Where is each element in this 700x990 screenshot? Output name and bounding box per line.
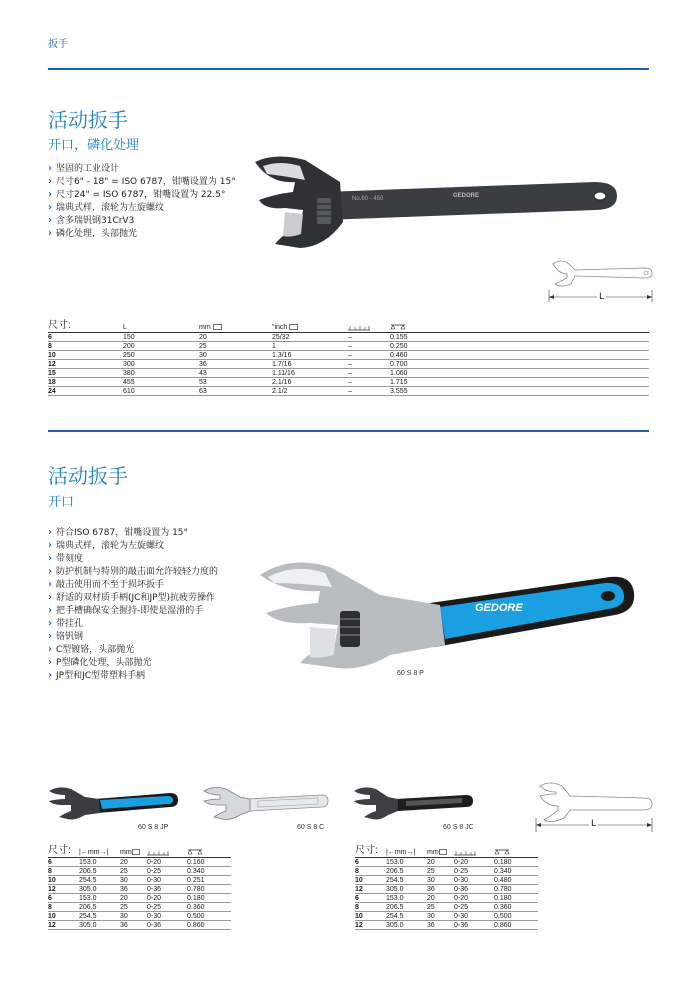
table-cell: 0.155 (390, 333, 649, 342)
table-cell: 0-25 (147, 867, 187, 876)
table-row (48, 903, 231, 912)
variant-c-image (200, 785, 330, 821)
table-cell: 25 (120, 903, 147, 912)
table-cell: 206.5 (386, 903, 427, 912)
table-cell: 20 (427, 894, 454, 903)
table-cell: 254.5 (79, 912, 120, 921)
table-header-row (48, 316, 649, 333)
table-row (355, 903, 538, 912)
table-cell: 0.360 (187, 903, 231, 912)
table-cell: 25/32 (272, 333, 348, 342)
table-cell: 254.5 (386, 912, 427, 921)
table-cell: 206.5 (79, 903, 120, 912)
feature-item: › 符合ISO 6787，钳嘴设置为 15° (48, 527, 248, 540)
table-cell: 25 (427, 867, 454, 876)
table-cell: – (348, 360, 390, 369)
product1-wrench-image (245, 152, 620, 257)
table-cell: 1.7/16 (272, 360, 348, 369)
table-row (355, 912, 538, 921)
table-cell: 43 (199, 369, 272, 378)
table-cell: 305.0 (79, 921, 120, 930)
size-cell: 12 (355, 921, 386, 930)
size-cell: 8 (48, 867, 79, 876)
variant-jp-image (45, 785, 180, 821)
table-cell: 0.780 (187, 885, 231, 894)
table-cell: 1.11/16 (272, 369, 348, 378)
table-cell: 0-20 (454, 858, 494, 867)
size-cell: 8 (355, 903, 386, 912)
table-cell: 0.340 (187, 867, 231, 876)
table-cell: 0.180 (187, 894, 231, 903)
table-row (48, 369, 649, 378)
ruler-icon (147, 841, 187, 858)
size-cell: 6 (355, 894, 386, 903)
col-size-header: 尺寸: (355, 841, 386, 858)
table-cell: 0.500 (187, 912, 231, 921)
table-row (48, 858, 231, 867)
table-row (48, 912, 231, 921)
table-cell: 3.555 (390, 387, 649, 396)
feature-item: › 磷化处理，头部抛光 (48, 228, 248, 241)
feature-item: › 舒适的双材质手柄(JC和JP型)抗疲劳操作 (48, 592, 248, 605)
table-cell: 1.060 (390, 369, 649, 378)
product1-title: 活动扳手 (48, 108, 128, 132)
table-cell: 150 (123, 333, 199, 342)
product2-subtitle: 开口 (48, 495, 75, 510)
table-cell: 0-20 (147, 894, 187, 903)
size-cell: 10 (48, 351, 123, 360)
col-inch-header: "inch (272, 316, 348, 333)
table-cell: 2.1/2 (272, 387, 348, 396)
feature-item-continued: › 敲击使用而不至于损坏扳手 (48, 579, 248, 592)
table-cell: 300 (123, 360, 199, 369)
table-cell: 30 (427, 876, 454, 885)
size-cell: 10 (355, 876, 386, 885)
feature-item: › JP型和JC型带塑料手柄 (48, 670, 248, 683)
col-size-header: 尺寸: (48, 841, 79, 858)
top-divider (48, 68, 649, 70)
feature-item: › 瑞典式样，滚轮为左旋螺纹 (48, 202, 248, 215)
size-cell: 12 (48, 360, 123, 369)
col-jaw-header: mm (120, 841, 147, 858)
table-row (355, 894, 538, 903)
table-cell: 0-36 (147, 885, 187, 894)
table-row (48, 342, 649, 351)
table-cell: 0.160 (187, 858, 231, 867)
table-cell: – (348, 351, 390, 360)
table-cell: 30 (199, 351, 272, 360)
size-cell: 8 (355, 867, 386, 876)
col-length-header: L (123, 316, 199, 333)
table-cell: 254.5 (386, 876, 427, 885)
weight-icon (390, 316, 649, 333)
variant-jc-caption: 60 S 8 JC (443, 824, 474, 831)
feature-item: › C型镀铬，头部抛光 (48, 644, 248, 657)
table-row (355, 921, 538, 930)
table-cell: 0-30 (147, 912, 187, 921)
table-cell: 20 (120, 858, 147, 867)
table-cell: 1 (272, 342, 348, 351)
table-cell: 0.860 (494, 921, 538, 930)
table-cell: 0.180 (494, 894, 538, 903)
table-cell: 0.251 (187, 876, 231, 885)
table-cell: 1.715 (390, 378, 649, 387)
table-cell: 0.780 (494, 885, 538, 894)
table-cell: 25 (120, 867, 147, 876)
table-cell: 0-25 (454, 903, 494, 912)
brand-logo: GEDORE (475, 602, 523, 614)
table-cell: 254.5 (79, 876, 120, 885)
table-cell: 153.0 (79, 894, 120, 903)
table-cell: – (348, 342, 390, 351)
size-cell: 6 (48, 333, 123, 342)
table-row (48, 885, 231, 894)
weight-icon (187, 841, 231, 858)
table-row (48, 387, 649, 396)
feature-item: › 尺寸6" - 18" = ISO 6787，钳嘴设置为 15° (48, 176, 248, 189)
size-cell: 8 (48, 342, 123, 351)
table-cell: 305.0 (386, 885, 427, 894)
table-cell: 36 (120, 885, 147, 894)
table-row (48, 333, 649, 342)
col-jaw-header: mm (427, 841, 454, 858)
size-cell: 10 (355, 912, 386, 921)
size-cell: 24 (48, 387, 123, 396)
col-size-header: 尺寸: (48, 316, 123, 333)
feature-item: › 把手槽确保安全握持-即使是湿滑的手 (48, 605, 248, 618)
table-cell: 0-30 (147, 876, 187, 885)
section-label: 扳手 (48, 39, 68, 50)
table-cell: 0.860 (187, 921, 231, 930)
table-row (48, 378, 649, 387)
feature-item: › 带挂孔 (48, 618, 248, 631)
table-cell: 0-25 (454, 867, 494, 876)
feature-item: › 带刻度 (48, 553, 248, 566)
table-row (48, 360, 649, 369)
table-cell: 0.360 (494, 903, 538, 912)
size-cell: 10 (48, 912, 79, 921)
table-cell: – (348, 333, 390, 342)
size-cell: 6 (48, 858, 79, 867)
col-length-header: |←mm→| (79, 841, 120, 858)
table-cell: 0.700 (390, 360, 649, 369)
table-cell: 20 (120, 894, 147, 903)
weight-icon (494, 841, 538, 858)
size-cell: 6 (355, 858, 386, 867)
table-cell: 455 (123, 378, 199, 387)
table-cell: 30 (120, 912, 147, 921)
table-cell: 0-36 (147, 921, 187, 930)
table-cell: 1.3/16 (272, 351, 348, 360)
table-header-row (48, 841, 231, 858)
ruler-icon (348, 316, 390, 333)
table-cell: 305.0 (386, 921, 427, 930)
variant-c-caption: 60 S 8 C (297, 824, 325, 831)
table-cell: 0.250 (390, 342, 649, 351)
feature-item: › 铬钒钢 (48, 631, 248, 644)
table-row (48, 876, 231, 885)
table-cell: 2.1/16 (272, 378, 348, 387)
table-cell: 30 (120, 876, 147, 885)
dimension-label: L (599, 292, 605, 302)
product2-title: 活动扳手 (48, 464, 128, 488)
table-header-row (355, 841, 538, 858)
table-cell: 610 (123, 387, 199, 396)
size-cell: 12 (48, 885, 79, 894)
main-image-caption: 60 S 8 P (397, 670, 424, 677)
size-cell: 6 (48, 894, 79, 903)
table-cell: 0-30 (454, 876, 494, 885)
product2-feature-list (48, 527, 248, 683)
wrench-marking: No.60 - 450 (352, 196, 384, 202)
product1-spec-table (48, 316, 649, 396)
table-row (48, 921, 231, 930)
table-cell: 0-30 (454, 912, 494, 921)
table-row (48, 351, 649, 360)
product2-spec-table-left (48, 841, 231, 930)
size-cell: 10 (48, 876, 79, 885)
feature-item: › 防护机制与特别的敲击面允许较轻力度的 (48, 566, 248, 579)
table-row (355, 858, 538, 867)
table-cell: 206.5 (79, 867, 120, 876)
table-cell: 36 (120, 921, 147, 930)
table-cell: – (348, 378, 390, 387)
table-cell: 153.0 (386, 894, 427, 903)
table-cell: 20 (199, 333, 272, 342)
table-cell: 0.480 (494, 876, 538, 885)
table-cell: 0-36 (454, 885, 494, 894)
feature-item: › 含多瑞钒钢31CrV3 (48, 215, 248, 228)
product2-spec-table-right (355, 841, 538, 930)
table-cell: 250 (123, 351, 199, 360)
table-row (48, 867, 231, 876)
col-mm-header: mm (199, 316, 272, 333)
table-cell: – (348, 387, 390, 396)
variant-jp-caption: 60 S 8 JP (138, 824, 169, 831)
table-row (355, 885, 538, 894)
table-cell: 36 (427, 885, 454, 894)
table-cell: 63 (199, 387, 272, 396)
table-cell: 380 (123, 369, 199, 378)
size-cell: 12 (48, 921, 79, 930)
table-row (355, 876, 538, 885)
table-cell: – (348, 369, 390, 378)
table-cell: 153.0 (386, 858, 427, 867)
table-cell: 25 (199, 342, 272, 351)
table-cell: 25 (427, 903, 454, 912)
table-cell: 36 (199, 360, 272, 369)
size-cell: 18 (48, 378, 123, 387)
table-cell: 0-36 (454, 921, 494, 930)
table-row (48, 894, 231, 903)
table-cell: 0.500 (494, 912, 538, 921)
variant-jc-image (350, 785, 475, 821)
table-cell: 20 (427, 858, 454, 867)
table-cell: 0.460 (390, 351, 649, 360)
brand-marking: GEDORE (453, 193, 480, 199)
size-cell: 15 (48, 369, 123, 378)
size-cell: 12 (355, 885, 386, 894)
table-cell: 206.5 (386, 867, 427, 876)
table-cell: 0-20 (454, 894, 494, 903)
table-cell: 0.340 (494, 867, 538, 876)
feature-item: › P型磷化处理，头部抛光 (48, 657, 248, 670)
product1-feature-list (48, 163, 248, 241)
table-cell: 0.180 (494, 858, 538, 867)
table-cell: 153.0 (79, 858, 120, 867)
table-cell: 53 (199, 378, 272, 387)
table-cell: 30 (427, 912, 454, 921)
table-cell: 305.0 (79, 885, 120, 894)
dimension-label: L (591, 819, 597, 829)
col-length-header: |←mm→| (386, 841, 427, 858)
table-cell: 0-25 (147, 903, 187, 912)
middle-divider (48, 430, 649, 432)
table-cell: 0-20 (147, 858, 187, 867)
table-cell: 36 (427, 921, 454, 930)
table-row (355, 867, 538, 876)
ruler-icon (454, 841, 494, 858)
feature-item: › 坚固的工业设计 (48, 163, 248, 176)
size-cell: 8 (48, 903, 79, 912)
table-cell: 200 (123, 342, 199, 351)
feature-item: › 瑞典式样，滚轮为左旋螺纹 (48, 540, 248, 553)
product1-subtitle: 开口，磷化处理 (48, 138, 140, 153)
feature-item: › 尺寸24" = ISO 6787，钳嘴设置为 22.5° (48, 189, 248, 202)
product2-wrench-image (240, 555, 640, 675)
